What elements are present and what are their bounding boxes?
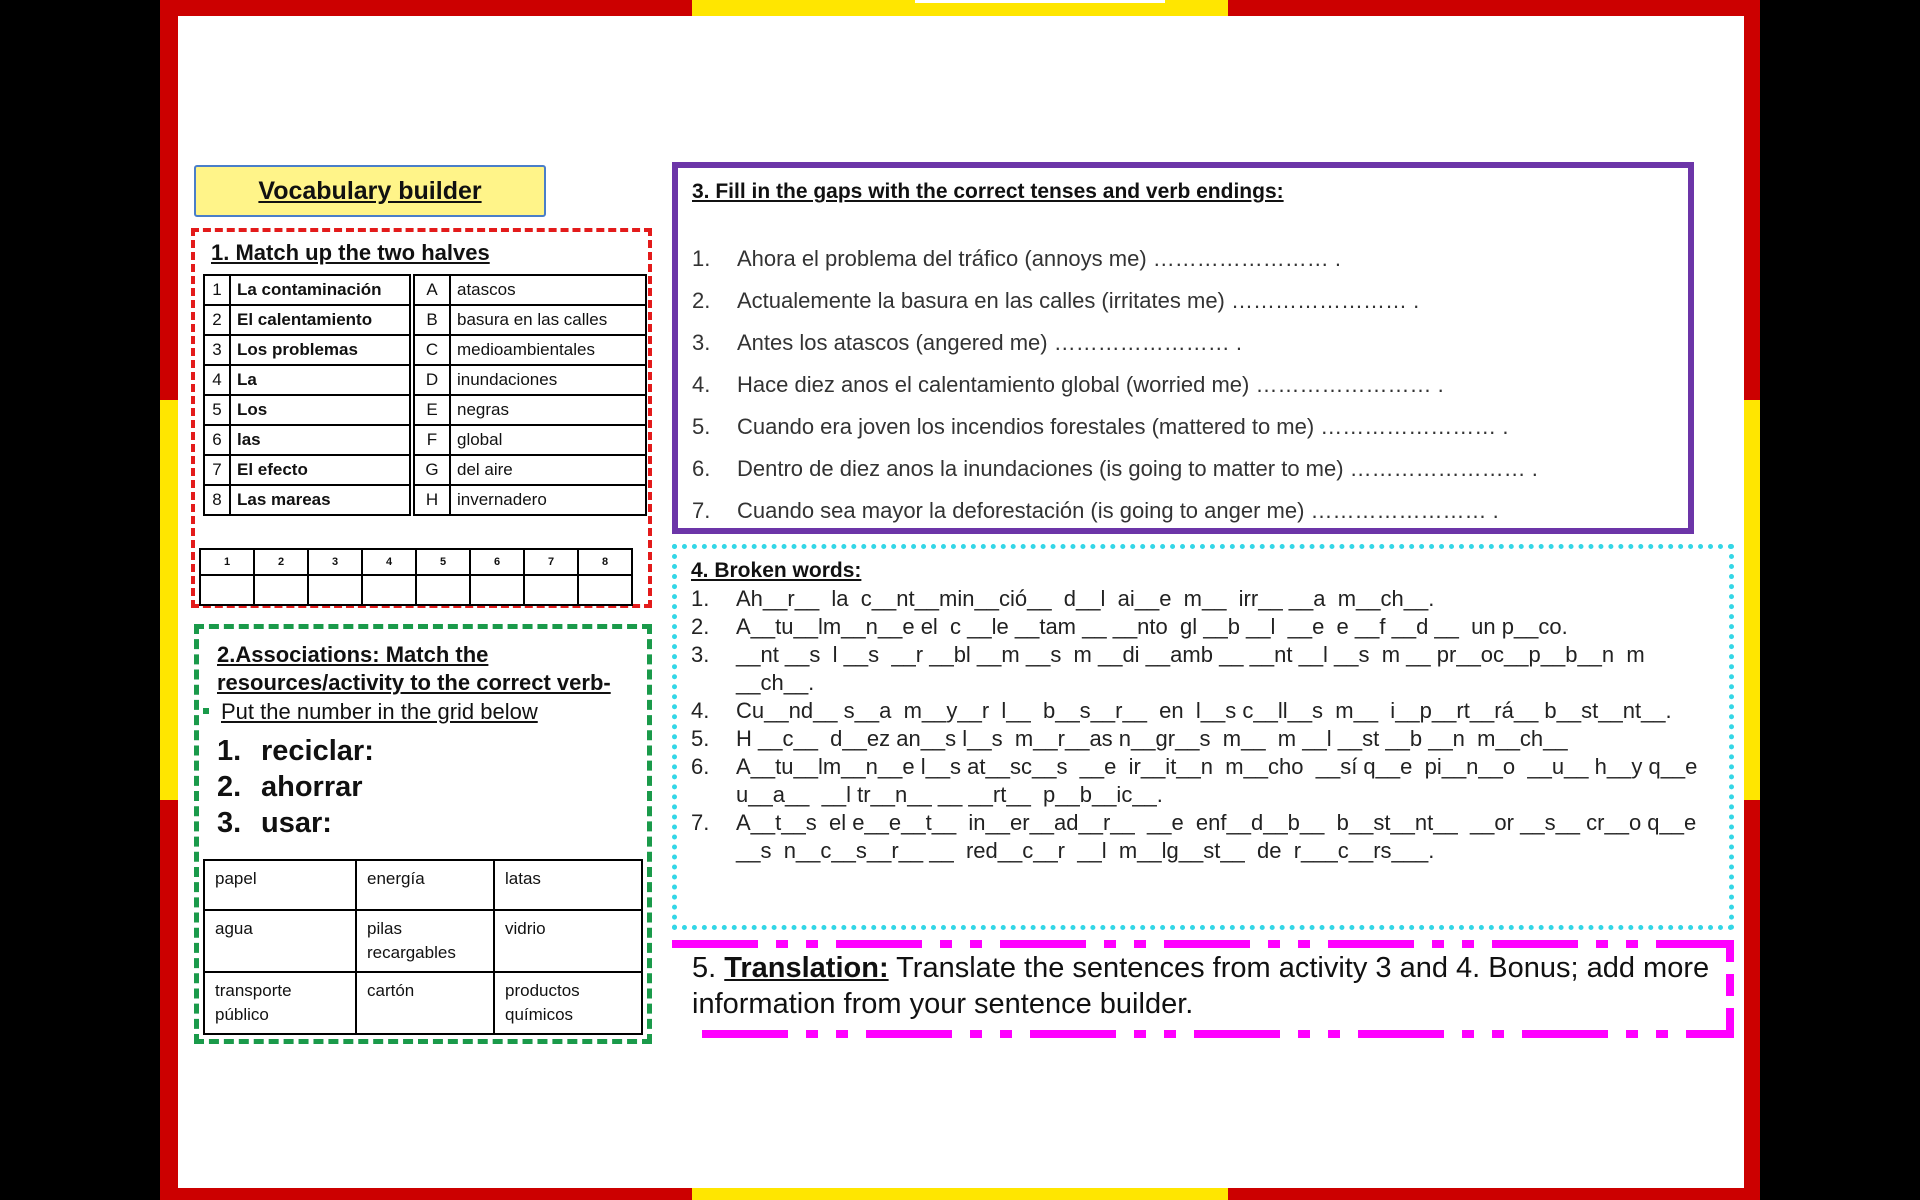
- broken-word-item: [691, 809, 1721, 865]
- item-text: A__tu__lm__n__e l__s at__sc__s __e ir__it__n m__cho __sí q__e pi__n__o __u__ h__y q__e u__a__ __l tr__n__ __ __rt__ p__b__ic__.: [736, 754, 1704, 807]
- association-grid: [203, 859, 643, 1035]
- verb-item: [217, 769, 374, 805]
- right-half: inundaciones: [450, 365, 646, 395]
- fill-gap-item: [692, 364, 1538, 406]
- section2-subtitle: [199, 699, 538, 725]
- section1-title: 1. Match up the two halves: [211, 240, 490, 265]
- fill-gap-item: [692, 448, 1538, 490]
- verb-number: 3.: [217, 807, 242, 839]
- item-number: 7.: [692, 498, 711, 523]
- translation-instructions: [692, 950, 1712, 1022]
- answer-cell[interactable]: [308, 575, 362, 605]
- item-number: 1.: [692, 246, 711, 271]
- left-half: El calentamiento: [230, 305, 410, 335]
- section-translation: [672, 940, 1734, 1040]
- item-text: Actualemente la basura en las calles (irritates me) …………………… .: [737, 288, 1420, 313]
- item-text: Ahora el problema del tráfico (annoys me) …………………… .: [737, 246, 1341, 271]
- answer-cell[interactable]: [200, 575, 254, 605]
- item-number: 2.: [691, 614, 710, 639]
- vocab-builder-title: Vocabulary builder: [194, 165, 546, 217]
- left-half: Los problemas: [230, 335, 410, 365]
- left-half: Los: [230, 395, 410, 425]
- broken-words-list: [691, 585, 1721, 865]
- left-half: La: [230, 365, 410, 395]
- fill-gap-item: [692, 280, 1538, 322]
- item-text: Antes los atascos (angered me) …………………… .: [737, 330, 1242, 355]
- answer-header: 4: [362, 549, 416, 575]
- association-cell: vidrio: [494, 910, 642, 972]
- item-text: A__tu__lm__n__e el c __le __tam __ __nto gl __b __l __e e __f __d __ un p__co.: [736, 614, 1568, 639]
- row-letter: D: [414, 365, 450, 395]
- verb-number: 2.: [217, 771, 242, 803]
- row-letter: E: [414, 395, 450, 425]
- association-cell: transporte público: [204, 972, 356, 1034]
- row-letter: F: [414, 425, 450, 455]
- item-number: 6.: [692, 456, 711, 481]
- answer-grid: [199, 548, 633, 606]
- section3-title: 3. Fill in the gaps with the correct tenses and verb endings:: [692, 180, 1284, 203]
- item-text: Cuando era joven los incendios forestales (mattered to me) …………………… .: [737, 414, 1509, 439]
- item-number: 3.: [691, 642, 710, 667]
- section-associations: [194, 624, 652, 1044]
- answer-header: 2: [254, 549, 308, 575]
- right-half: negras: [450, 395, 646, 425]
- left-half: La contaminación: [230, 275, 410, 305]
- section-broken-words: [672, 544, 1734, 930]
- row-letter: C: [414, 335, 450, 365]
- left-half: Las mareas: [230, 485, 410, 515]
- section2-subtitle-text: Put the number in the grid below: [221, 699, 538, 724]
- answer-header: 1: [200, 549, 254, 575]
- match-row: [204, 425, 646, 455]
- match-row: [204, 455, 646, 485]
- right-half: atascos: [450, 275, 646, 305]
- item-text: Dentro de diez anos la inundaciones (is going to matter to me) …………………… .: [737, 456, 1538, 481]
- row-number: 1: [204, 275, 230, 305]
- row-number: 4: [204, 365, 230, 395]
- row-letter: G: [414, 455, 450, 485]
- row-letter: A: [414, 275, 450, 305]
- item-number: 4.: [691, 698, 710, 723]
- broken-word-item: [691, 725, 1721, 753]
- right-half: basura en las calles: [450, 305, 646, 335]
- top-tab: [915, 0, 1165, 3]
- row-letter: B: [414, 305, 450, 335]
- item-text: Cuando sea mayor la deforestación (is going to anger me) …………………… .: [737, 498, 1499, 523]
- item-text: __nt __s l __s __r __bl __m __s m __di __amb __ __nt __l __s m __ pr__oc__p__b__n m __ch__.: [736, 642, 1651, 695]
- fill-gap-item: [692, 322, 1538, 364]
- translation-text: Translate the sentences from activity 3 and 4. Bonus; add more information from your sentence builder.: [692, 952, 1710, 1020]
- left-half: las: [230, 425, 410, 455]
- answer-cell[interactable]: [524, 575, 578, 605]
- answer-cell[interactable]: [254, 575, 308, 605]
- association-cell: agua: [204, 910, 356, 972]
- fill-gap-item: [692, 490, 1538, 532]
- answer-cell[interactable]: [362, 575, 416, 605]
- answer-header: 5: [416, 549, 470, 575]
- broken-word-item: [691, 753, 1721, 809]
- row-number: 8: [204, 485, 230, 515]
- right-half: del aire: [450, 455, 646, 485]
- section-fill-gaps: [672, 162, 1694, 534]
- magenta-border-right: [1726, 940, 1734, 1040]
- match-row: [204, 365, 646, 395]
- row-number: 7: [204, 455, 230, 485]
- item-text: H __c__ d__ez an__s l__s m__r__as n__gr__s m__ m __l __st __b __n m__ch__: [736, 726, 1568, 751]
- answer-header: 3: [308, 549, 362, 575]
- match-row: [204, 305, 646, 335]
- flag-yellow-bottom-strip: [692, 1188, 1228, 1200]
- item-text: Cu__nd__ s__a m__y__r l__ b__s__r__ en l__s c__ll__s m__ i__p__rt__rá__ b__st__nt__.: [736, 698, 1672, 723]
- association-row: [204, 972, 642, 1034]
- right-half: medioambientales: [450, 335, 646, 365]
- translation-label: Translation:: [724, 952, 889, 984]
- verb-list: [217, 733, 374, 841]
- verb-number: 1.: [217, 735, 242, 767]
- answer-cell[interactable]: [416, 575, 470, 605]
- section2-title: 2.Associations: Match the resources/activity to the correct verb-: [217, 642, 611, 695]
- item-number: 3.: [692, 330, 711, 355]
- item-number: 7.: [691, 810, 710, 835]
- right-half: global: [450, 425, 646, 455]
- magenta-border-top: [672, 940, 1734, 948]
- broken-word-item: [691, 641, 1721, 697]
- association-row: [204, 860, 642, 910]
- match-row: [204, 275, 646, 305]
- row-number: 5: [204, 395, 230, 425]
- item-number: 2.: [692, 288, 711, 313]
- item-text: A__t__s el e__e__t__ in__er__ad__r__ __e enf__d__b__ b__st__nt__ __or __s__ cr__o q__e __s n__c__s__r__ __ red__c__r __l m__lg__st__ de r___c__rs___.: [736, 810, 1709, 863]
- row-letter: H: [414, 485, 450, 515]
- section-match-halves: [191, 228, 652, 608]
- association-row: [204, 910, 642, 972]
- item-number: 6.: [691, 754, 710, 779]
- row-number: 2: [204, 305, 230, 335]
- broken-word-item: [691, 613, 1721, 641]
- match-row: [204, 395, 646, 425]
- verb-item: [217, 805, 374, 841]
- item-number: 5.: [692, 414, 711, 439]
- translation-number: 5.: [692, 952, 717, 984]
- verb-item: [217, 733, 374, 769]
- verb-text: reciclar:: [261, 735, 374, 767]
- left-half: El efecto: [230, 455, 410, 485]
- association-cell: cartón: [356, 972, 494, 1034]
- fill-gap-item: [692, 238, 1538, 280]
- verb-text: ahorrar: [261, 771, 363, 803]
- item-number: 1.: [691, 586, 710, 611]
- association-cell: productos químicos: [494, 972, 642, 1034]
- association-cell: papel: [204, 860, 356, 910]
- section4-title: 4. Broken words:: [691, 559, 862, 582]
- fill-gaps-list: [692, 238, 1538, 532]
- answer-cell[interactable]: [578, 575, 632, 605]
- row-number: 6: [204, 425, 230, 455]
- item-text: Hace diez anos el calentamiento global (worried me) …………………… .: [737, 372, 1444, 397]
- match-row: [204, 335, 646, 365]
- association-cell: energía: [356, 860, 494, 910]
- right-half: invernadero: [450, 485, 646, 515]
- answer-header: 7: [524, 549, 578, 575]
- item-number: 5.: [691, 726, 710, 751]
- item-number: 4.: [692, 372, 711, 397]
- association-cell: latas: [494, 860, 642, 910]
- answer-cell[interactable]: [470, 575, 524, 605]
- bullet-icon: [203, 708, 209, 714]
- match-row: [204, 485, 646, 515]
- verb-text: usar:: [261, 807, 332, 839]
- broken-word-item: [691, 697, 1721, 725]
- item-text: Ah__r__ la c__nt__min__ció__ d__l ai__e m__ irr__ __a m__ch__.: [736, 586, 1435, 611]
- association-cell: pilas recargables: [356, 910, 494, 972]
- answer-header: 8: [578, 549, 632, 575]
- fill-gap-item: [692, 406, 1538, 448]
- magenta-border-bottom: [702, 1030, 1734, 1038]
- match-table: [203, 274, 647, 516]
- row-number: 3: [204, 335, 230, 365]
- broken-word-item: [691, 585, 1721, 613]
- answer-header: 6: [470, 549, 524, 575]
